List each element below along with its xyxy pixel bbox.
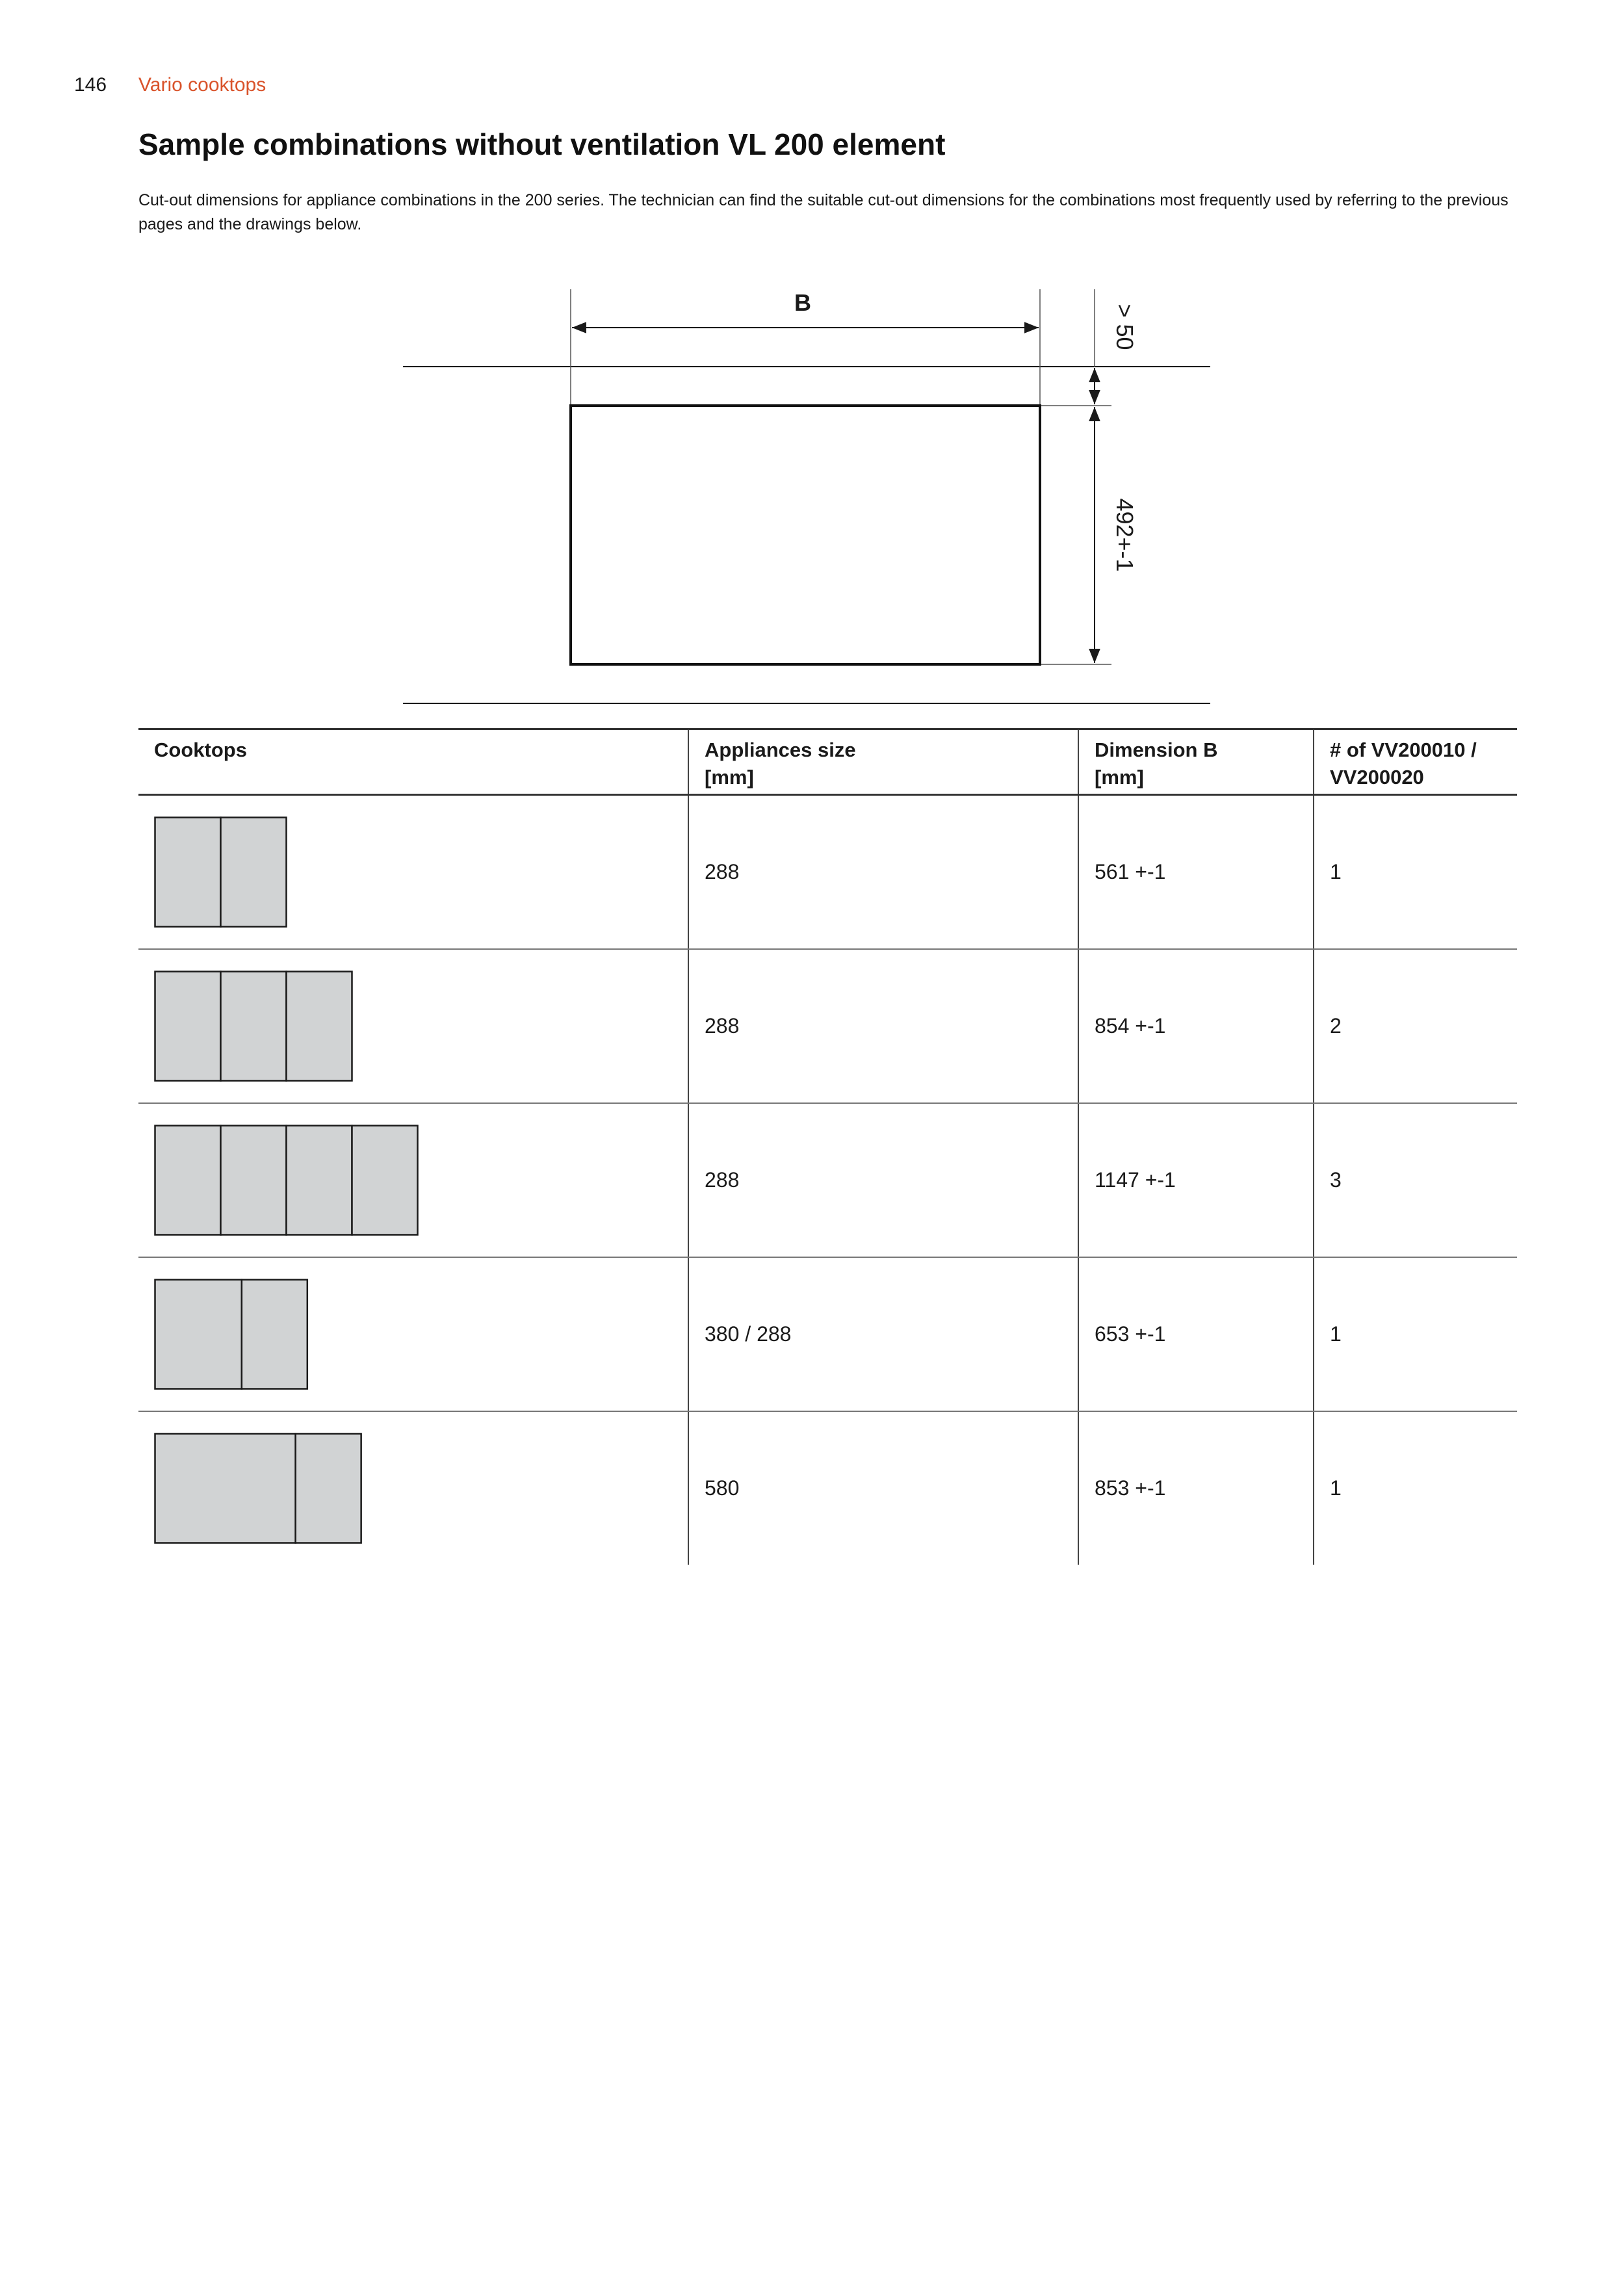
depth-label: 492+-1: [1111, 498, 1138, 572]
combinations-table: [138, 728, 1517, 1565]
dimension-b-cell: 853 +-1: [1078, 1411, 1314, 1565]
cutout-rectangle: [571, 406, 1040, 664]
table-row: [138, 1103, 1517, 1257]
header-cooktops: Cooktops: [138, 729, 688, 795]
dimension-b-cell: 653 +-1: [1078, 1257, 1314, 1411]
appliance-size-cell: 288: [688, 795, 1078, 950]
dimension-b-cell: 854 +-1: [1078, 949, 1314, 1103]
cooktop-drawing: [154, 1125, 427, 1236]
table-row: [138, 949, 1517, 1103]
table-row: [138, 1257, 1517, 1411]
appliance-size-cell: 288: [688, 949, 1078, 1103]
count-cell: 1: [1314, 1257, 1517, 1411]
cooktop-cell: [138, 949, 688, 1103]
gap-label: > 50: [1111, 304, 1138, 350]
intro-paragraph: Cut-out dimensions for appliance combinations in the 200 series. The technician can find the suitable cut-out dimensions for the combinations most frequently used by referring to the previous pages and the drawings below.: [138, 191, 1509, 233]
cooktop-drawing: [154, 1279, 427, 1390]
table-row: [138, 795, 1517, 950]
cooktop-drawing: [154, 1433, 427, 1545]
cooktop-module: [155, 817, 221, 926]
cooktop-module: [296, 1433, 361, 1543]
cooktop-cell: [138, 1103, 688, 1257]
cooktop-module: [155, 1433, 296, 1543]
header-count: # of VV200010 / VV200020: [1314, 729, 1517, 795]
cooktop-module: [155, 1279, 242, 1389]
page-number: 146: [74, 74, 107, 96]
table-header-row: [138, 729, 1517, 795]
count-cell: 3: [1314, 1103, 1517, 1257]
header-dimension-b: Dimension B [mm]: [1078, 729, 1314, 795]
cooktop-drawing: [154, 816, 427, 928]
count-cell: 1: [1314, 795, 1517, 950]
cooktop-module: [221, 971, 287, 1080]
cooktop-drawing: [154, 971, 427, 1082]
appliance-size-cell: 580: [688, 1411, 1078, 1565]
cooktop-module: [352, 1125, 418, 1234]
cooktop-module: [221, 1125, 287, 1234]
header-appliance-size: Appliances size [mm]: [688, 729, 1078, 795]
cooktop-module: [221, 817, 287, 926]
appliance-size-cell: 288: [688, 1103, 1078, 1257]
dimension-b-cell: 561 +-1: [1078, 795, 1314, 950]
cooktop-module: [242, 1279, 307, 1389]
cooktop-cell: [138, 1411, 688, 1565]
page-title: Sample combinations without ventilation VL 200 element: [138, 127, 946, 161]
cooktop-module: [287, 1125, 352, 1234]
cooktop-module: [155, 1125, 221, 1234]
dimension-b-label: B: [794, 289, 811, 316]
appliance-size-cell: 380 / 288: [688, 1257, 1078, 1411]
cooktop-cell: [138, 795, 688, 950]
section-title: Vario cooktops: [138, 74, 266, 96]
count-cell: 1: [1314, 1411, 1517, 1565]
cooktop-module: [287, 971, 352, 1080]
cutout-diagram: [0, 0, 1623, 722]
count-cell: 2: [1314, 949, 1517, 1103]
table-row: [138, 1411, 1517, 1565]
dimension-b-cell: 1147 +-1: [1078, 1103, 1314, 1257]
cooktop-module: [155, 971, 221, 1080]
cooktop-cell: [138, 1257, 688, 1411]
